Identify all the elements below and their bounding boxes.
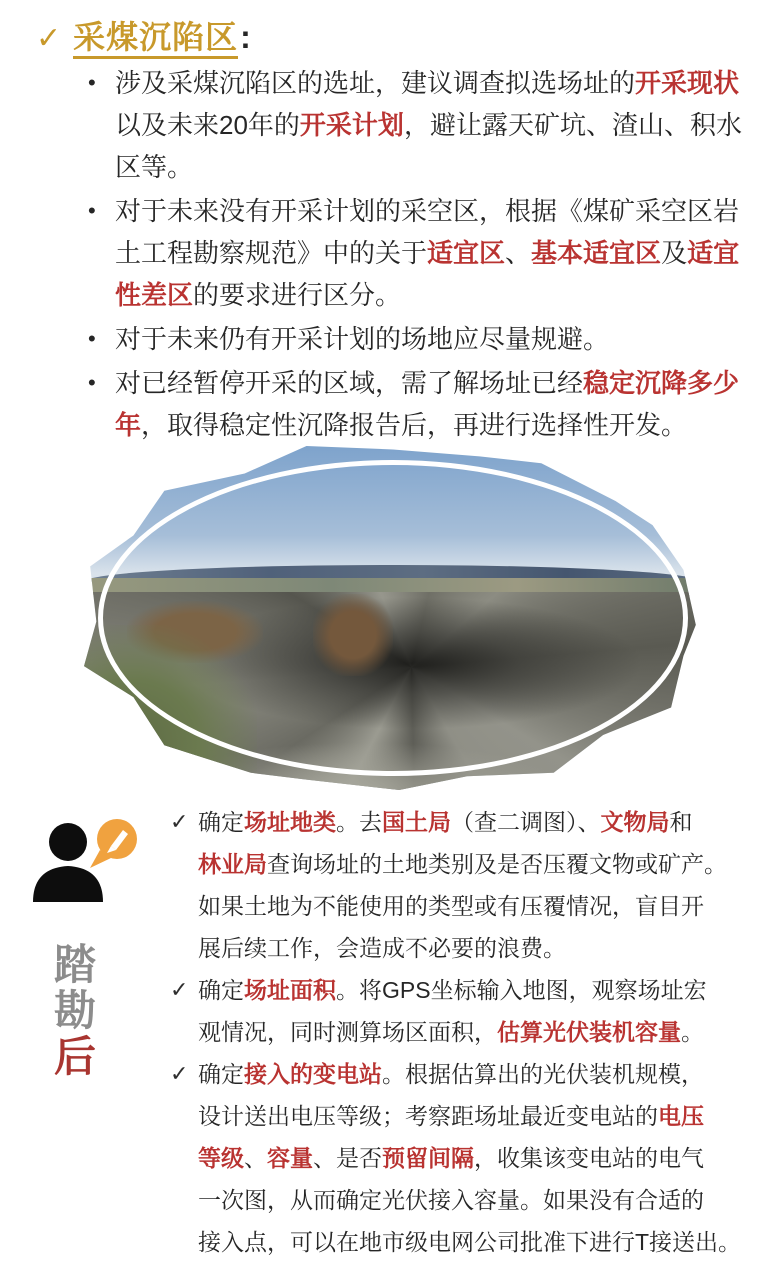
text-segment: 。根据估算出的光伏装机规模， [382, 1061, 704, 1087]
text-segment: 接入点，可以在地市级电网公司批准下进行T接送出。 [198, 1229, 742, 1255]
emphasis-text: 场址地类 [244, 809, 336, 835]
text-line [198, 1179, 762, 1221]
text-segment: 和 [669, 809, 693, 835]
text-line [198, 969, 762, 1011]
emphasis-text: 适宜区 [427, 238, 506, 268]
text-line [198, 1137, 762, 1179]
list-item [170, 801, 762, 969]
emphasis-text: 容量 [267, 1145, 313, 1171]
gold-check-icon: ✓ [36, 22, 62, 55]
list-item [88, 190, 753, 316]
text-segment: （查二调图）、 [451, 809, 601, 835]
text-segment: 、是否 [313, 1145, 382, 1171]
text-segment: 以及未来20年的 [115, 110, 300, 140]
text-segment: 的要求进行区分。 [193, 280, 402, 310]
open-pit-mine-photo [84, 446, 702, 790]
emphasis-text: 等级 [198, 1145, 244, 1171]
emphasis-text: 国土局 [382, 809, 451, 835]
text-segment: 确定 [198, 977, 244, 1003]
text-segment: 。 [681, 1019, 704, 1045]
vertical-label-char: 踏 [53, 941, 96, 988]
text-line [198, 1053, 762, 1095]
subsidence-bullet-list [88, 62, 753, 448]
photo-white-ellipse-ring [98, 460, 688, 776]
emphasis-text: 文物局 [600, 809, 670, 835]
text-line [198, 843, 762, 885]
text-line [198, 1095, 762, 1137]
text-line [115, 404, 753, 446]
list-item [88, 362, 753, 446]
vertical-label-char: 勘 [53, 987, 96, 1034]
text-segment: 展后续工作，会造成不必要的浪费。 [198, 935, 566, 961]
check-icon: ✓ [170, 1061, 189, 1086]
emphasis-text: 年 [115, 410, 142, 440]
surveyor-avatar-icon [30, 812, 150, 904]
text-segment: 区等。 [115, 152, 194, 182]
avatar-shoulders [33, 866, 103, 902]
emphasis-text: 接入的变电站 [244, 1061, 382, 1087]
text-segment: 及 [661, 238, 688, 268]
text-line [198, 885, 762, 927]
bullet-dot-icon: • [88, 370, 96, 395]
emphasis-text: 林业局 [198, 851, 267, 877]
text-segment: ，取得稳定性沉降报告后，再进行选择性开发。 [141, 410, 688, 440]
section-title-row [36, 12, 251, 58]
list-item [88, 62, 753, 188]
survey-checklist [170, 801, 762, 1263]
text-segment: 如果土地为不能使用的类型或有压覆情况，盲目开 [198, 893, 704, 919]
list-item [170, 1053, 762, 1263]
bullet-dot-icon: • [88, 326, 96, 351]
text-segment: 涉及采煤沉陷区的选址，建议调查拟选场址的 [115, 68, 636, 98]
text-segment: 对已经暂停开采的区域，需了解场址已经 [115, 368, 584, 398]
text-segment: 对于未来仍有开采计划的场地应尽量规避。 [115, 324, 610, 354]
text-line [115, 104, 753, 146]
text-line [198, 927, 762, 969]
emphasis-text: 性差区 [115, 280, 194, 310]
text-line [115, 146, 753, 188]
text-line [198, 801, 762, 843]
text-segment: 一次图，从而确定光伏接入容量。如果没有合适的 [198, 1187, 704, 1213]
bullet-dot-icon: • [88, 198, 96, 223]
text-segment: ，收集该变电站的电气 [474, 1145, 704, 1171]
text-line [198, 1221, 762, 1263]
text-segment: 。将GPS坐标输入地图，观察场址宏 [336, 977, 707, 1003]
bullet-dot-icon: • [88, 70, 96, 95]
text-segment: 土工程勘察规范》中的关于 [115, 238, 428, 268]
text-segment: 设计送出电压等级；考察距场址最近变电站的 [198, 1103, 658, 1129]
text-segment: 对于未来没有开采计划的采空区，根据《煤矿采空区岩 [115, 196, 740, 226]
text-line [115, 362, 753, 404]
title-colon: : [240, 19, 251, 55]
text-segment: 、 [244, 1145, 267, 1171]
page-title: 采煤沉陷区 [73, 19, 238, 59]
emphasis-text: 基本适宜区 [531, 238, 662, 268]
list-item [88, 318, 753, 360]
avatar-head [49, 823, 87, 861]
text-line [115, 232, 753, 274]
emphasis-text: 开采计划 [299, 110, 404, 140]
emphasis-text: 稳定沉降多少 [583, 368, 740, 398]
emphasis-text: 适宜 [687, 238, 740, 268]
text-segment: 确定 [198, 1061, 244, 1087]
text-segment: ，避让露天矿坑、渣山、积水 [403, 110, 742, 140]
vertical-label-char: 后 [53, 1033, 96, 1080]
text-segment: 。去 [336, 809, 382, 835]
emphasis-text: 电压 [658, 1103, 704, 1129]
emphasis-text: 预留间隔 [382, 1145, 474, 1171]
text-segment: 查询场址的土地类别及是否压覆文物或矿产。 [267, 851, 727, 877]
text-segment: 观情况，同时测算场区面积， [198, 1019, 497, 1045]
emphasis-text: 估算光伏装机容量 [497, 1019, 681, 1045]
emphasis-text: 场址面积 [244, 977, 336, 1003]
text-segment: 、 [505, 238, 532, 268]
text-line [115, 190, 753, 232]
check-icon: ✓ [170, 809, 189, 834]
vertical-label-after-survey [52, 942, 98, 1080]
text-segment: 确定 [198, 809, 244, 835]
text-line [198, 1011, 762, 1053]
text-line [115, 62, 753, 104]
check-icon: ✓ [170, 977, 189, 1002]
emphasis-text: 开采现状 [635, 68, 740, 98]
list-item [170, 969, 762, 1053]
text-line [115, 318, 753, 360]
text-line [115, 274, 753, 316]
